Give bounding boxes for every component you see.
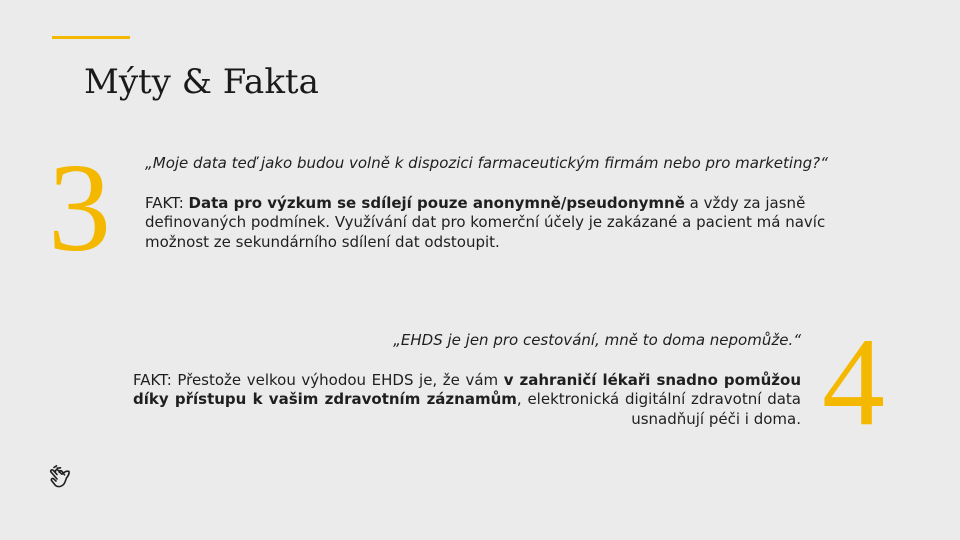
page-title: Mýty & Fakta [84,62,319,102]
fact-prefix: FAKT: [145,193,189,212]
fact-text [133,371,801,430]
myth-quote: „EHDS je jen pro cestování, mně to doma nepomůže.“ [393,331,801,349]
myth-fact-block-4 [133,331,801,429]
title-accent-line [52,36,130,39]
myth-quote: „Moje data teď jako budou volně k dispozici farmaceutickým firmám nebo pro marketing?“ [145,154,828,172]
fact-prefix: FAKT: Přestože velkou výhodou EHDS je, že vám [133,370,504,389]
fact-rest: a vždy za jasně definovaných podmínek. Využívání dat pro komerční účely je zakázané a pacient má navíc možnost ze sekundárního sdílení dat odstoupit. [145,193,826,251]
fact-text [145,194,885,253]
fact-bold: Data pro výzkum se sdílejí pouze anonymně/pseudonymně [188,193,685,212]
hand-pointer-icon [48,465,72,491]
fact-rest: , elektronická digitální zdravotní data usnadňují péči i doma. [516,390,801,428]
myth-fact-block-3 [145,154,885,252]
item-number-4: 4 [822,313,885,452]
fact-bold: v zahraničí lékaři snadno pomůžou díky přístupu k vašim zdravotním záznamům [133,370,801,408]
item-number-3: 3 [48,139,111,278]
